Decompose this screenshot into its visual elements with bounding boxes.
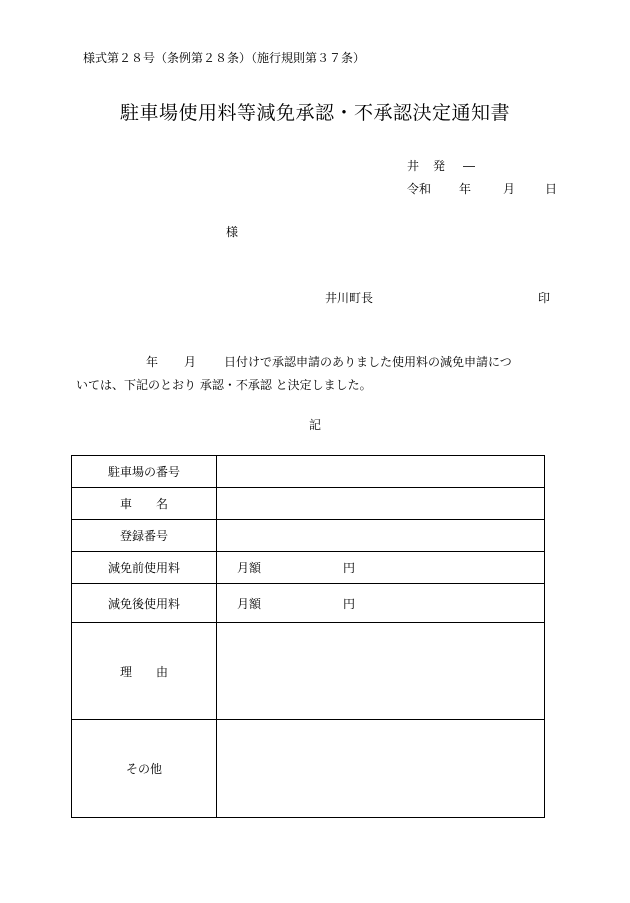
docno-dash: ―	[463, 159, 476, 173]
row-label: その他	[72, 720, 217, 818]
row-label: 駐車場の番号	[72, 456, 217, 488]
row-label: 減免後使用料	[72, 584, 217, 623]
table-row	[72, 456, 545, 488]
table-row	[72, 552, 545, 584]
row-value	[217, 552, 545, 584]
row-label: 登録番号	[72, 520, 217, 552]
table-row	[72, 488, 545, 520]
seal-mark: 印	[538, 291, 551, 305]
row-value	[217, 456, 545, 488]
table-row	[72, 584, 545, 623]
date-month: 月	[503, 182, 516, 196]
yen-unit: 円	[343, 561, 356, 575]
monthly-prefix: 月額	[237, 561, 262, 575]
row-value	[217, 520, 545, 552]
yen-unit: 円	[343, 596, 356, 611]
docno-prefix: 井	[407, 159, 420, 173]
table-row	[72, 623, 545, 720]
document-number	[407, 157, 475, 174]
body-line-2: いては、下記のとおり 承認・不承認 と決定しました。	[76, 378, 372, 392]
table-row	[72, 720, 545, 818]
body-year: 年	[146, 355, 159, 369]
row-value	[217, 720, 545, 818]
row-label: 減免前使用料	[72, 552, 217, 584]
row-label: 車 名	[72, 488, 217, 520]
date-year: 年	[459, 182, 472, 196]
row-value	[217, 488, 545, 520]
date-era: 令和	[407, 182, 432, 196]
row-value	[217, 584, 545, 623]
issue-date	[407, 180, 557, 197]
row-label: 理 由	[72, 623, 217, 720]
notice-table	[71, 455, 545, 818]
body-month: 月	[184, 355, 197, 369]
docno-hatsu: 発	[433, 159, 446, 173]
ki-heading: 記	[308, 418, 321, 432]
body-rest: 日付けで承認申請のありました使用料の減免申請につ	[224, 355, 512, 369]
form-number: 様式第２８号（条例第２８条）（施行規則第３７条）	[83, 51, 366, 65]
row-value	[217, 623, 545, 720]
document-title: 駐車場使用料等減免承認・不承認決定通知書	[119, 102, 510, 124]
body-line-1	[76, 351, 554, 374]
sender-mayor: 井川町長	[325, 291, 374, 305]
monthly-prefix: 月額	[237, 596, 262, 611]
notice-body	[76, 351, 554, 397]
date-day: 日	[545, 182, 558, 196]
addressee-honorific: 様	[226, 225, 239, 239]
table-row	[72, 520, 545, 552]
